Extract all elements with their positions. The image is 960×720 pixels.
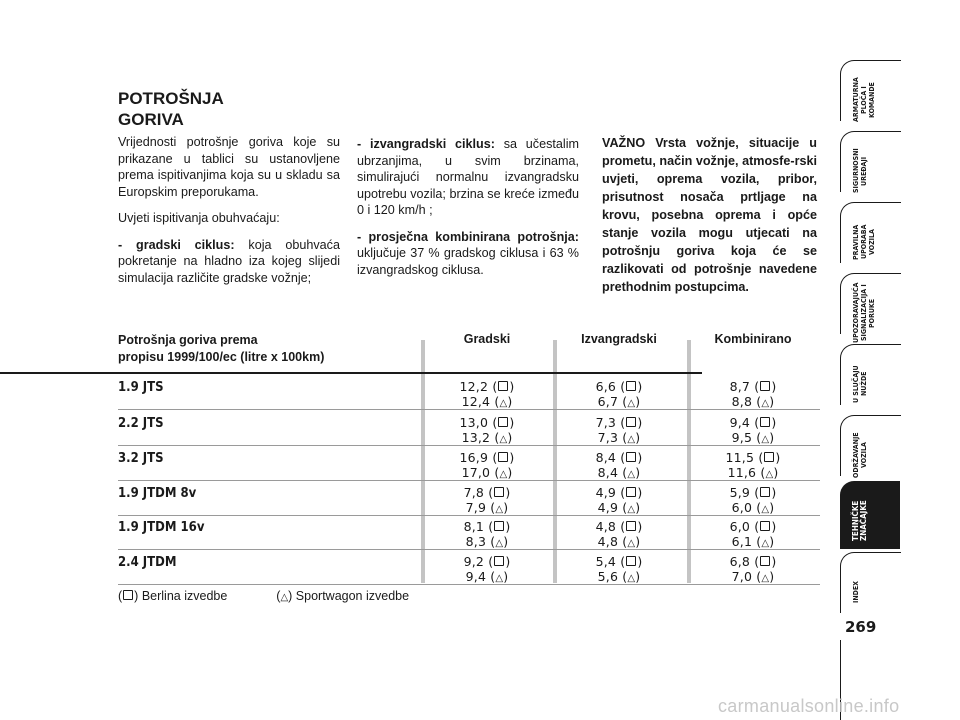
row-divider: [118, 584, 820, 585]
sportwagon-number: 7,3: [597, 430, 619, 445]
chapter-tab-label: INDEX: [852, 581, 860, 604]
sportwagon-number: 9,4: [465, 569, 487, 584]
chapter-tab[interactable]: [840, 415, 906, 483]
value-cell-extra: [559, 554, 679, 586]
triangle-icon: △: [761, 434, 770, 445]
triangle-icon: △: [627, 434, 636, 445]
chapter-tab-label: ARMATURNA PLOČA I KOMANDE: [852, 77, 876, 123]
value-cell-city: [427, 379, 547, 411]
triangle-icon: △: [627, 504, 636, 515]
value-cell-comb: [693, 379, 813, 411]
header-combined: Kombinirano: [714, 332, 792, 346]
chapter-tab[interactable]: [840, 344, 906, 412]
berlina-number: 4,8: [595, 519, 617, 534]
berlina-number: 6,6: [595, 379, 617, 394]
value-cell-comb: [693, 554, 813, 586]
square-icon: [760, 417, 770, 427]
sportwagon-number: 6,7: [597, 394, 619, 409]
legend-sportwagon: Sportwagon izvedbe: [295, 589, 410, 603]
berlina-value: 7,8 ( ): [463, 485, 511, 500]
berlina-value: 11,5 ( ): [725, 450, 781, 465]
table-caption-line1: Potrošnja goriva prema: [118, 333, 258, 347]
sportwagon-value: 4,8 (△): [597, 534, 641, 549]
sportwagon-value: 9,5 (△): [731, 430, 775, 445]
extra-cycle-desc: sa učestalim ubrzanjima, u svim brzinama, simulirajući normalnu izvangradsku upotrebu vozila; brzina se kreće između 0 i 120 km/h ;: [357, 137, 579, 217]
table-row: [118, 551, 820, 585]
row-divider: [118, 445, 820, 446]
engine-label: 2.2 JTS: [118, 416, 164, 431]
sportwagon-value: 6,7 (△): [597, 394, 641, 409]
engine-label: 1.9 JTS: [118, 380, 164, 395]
square-icon: [760, 381, 770, 391]
triangle-icon: △: [495, 504, 504, 515]
combined-desc: uključuje 37 % gradskog ciklusa i 63 % izvangradskog ciklusa.: [357, 246, 579, 277]
triangle-icon: △: [761, 504, 770, 515]
sportwagon-value: 9,4 (△): [465, 569, 509, 584]
square-icon: [760, 556, 770, 566]
berlina-number: 6,0: [729, 519, 751, 534]
berlina-value: 6,0 ( ): [729, 519, 777, 534]
chapter-tab[interactable]: [840, 552, 906, 620]
sportwagon-number: 6,1: [731, 534, 753, 549]
table-caption: [118, 332, 324, 366]
sportwagon-value: 7,9 (△): [465, 500, 509, 515]
square-icon: [760, 521, 770, 531]
chapter-tab[interactable]: [840, 202, 906, 270]
extra-cycle-label: - izvangradski ciklus:: [357, 137, 495, 151]
triangle-icon: △: [627, 398, 636, 409]
value-cell-city: [427, 519, 547, 551]
triangle-icon: △: [627, 538, 636, 549]
cycles-column: [357, 136, 579, 288]
triangle-icon: △: [627, 469, 636, 480]
sportwagon-value: 7,0 (△): [731, 569, 775, 584]
city-cycle-text: [118, 237, 340, 287]
sportwagon-value: 17,0 (△): [461, 465, 513, 480]
engine-label: 1.9 JTDM 16v: [118, 520, 205, 535]
square-icon: [760, 487, 770, 497]
value-cell-comb: [693, 415, 813, 447]
engine-label: 1.9 JTDM 8v: [118, 486, 197, 501]
chapter-tab[interactable]: [840, 131, 906, 199]
berlina-value: 4,8 ( ): [595, 519, 643, 534]
berlina-value: 4,9 ( ): [595, 485, 643, 500]
legend: ( ) Berlina izvedbe (△) Sportwagon izvedbe: [118, 589, 410, 603]
important-note: VAŽNO Vrsta vožnje, situacije u prometu, način vožnje, atmosfe-rski uvjeti, oprema vozila, pribor, prisutnost nosača prtljage na krovu, posebna oprema i opće stanje vozila mogu utjecati na potrošnju goriva koja će se razlikovati od potrošnje navedene prethodnim postupcima.: [602, 136, 817, 294]
sportwagon-value: 12,4 (△): [461, 394, 513, 409]
square-icon: [494, 521, 504, 531]
row-divider: [118, 549, 820, 550]
triangle-icon: △: [495, 538, 504, 549]
berlina-value: 13,0 ( ): [459, 415, 515, 430]
combined-label: - prosječna kombinirana potrošnja:: [357, 229, 579, 244]
sportwagon-value: 6,0 (△): [731, 500, 775, 515]
intro-text: Vrijednosti potrošnje goriva koje su prikazane u tablici su ustanovljene prema ispitivanjima koja su u skladu sa Europskim preporukama.: [118, 135, 340, 199]
berlina-number: 16,9: [459, 450, 489, 465]
chapter-tab-label: U SLUČAJU NUŽDE: [852, 365, 868, 403]
chapter-sidebar: [840, 0, 960, 720]
chapter-tab-label: SIGURNOSNI UREĐAJI: [852, 148, 868, 194]
berlina-value: 6,6 ( ): [595, 379, 643, 394]
triangle-icon: △: [761, 398, 770, 409]
sportwagon-value: 7,3 (△): [597, 430, 641, 445]
sportwagon-number: 11,6: [727, 465, 757, 480]
berlina-value: 8,1 ( ): [463, 519, 511, 534]
sportwagon-number: 7,9: [465, 500, 487, 515]
table-row: [118, 412, 820, 446]
chapter-tab[interactable]: [840, 60, 906, 128]
triangle-icon: △: [495, 573, 504, 584]
berlina-value: 6,8 ( ): [729, 554, 777, 569]
section-title: POTROŠNJA GORIVA: [118, 89, 224, 129]
watermark: carmanualsonline.info: [718, 696, 900, 716]
square-icon: [626, 521, 636, 531]
square-icon: [626, 452, 636, 462]
square-icon: [626, 417, 636, 427]
square-icon: [626, 556, 636, 566]
triangle-icon: △: [280, 592, 289, 603]
table-top-rule: [0, 372, 702, 374]
legend-berlina: Berlina izvedbe: [141, 589, 228, 603]
chapter-tab[interactable]: [840, 481, 906, 549]
header-city: Gradski: [463, 332, 511, 346]
sportwagon-number: 13,2: [461, 430, 491, 445]
value-cell-comb: [693, 450, 813, 482]
square-icon: [764, 452, 774, 462]
sportwagon-value: 13,2 (△): [461, 430, 513, 445]
triangle-icon: △: [499, 398, 508, 409]
sportwagon-number: 9,5: [731, 430, 753, 445]
square-icon: [498, 452, 508, 462]
sportwagon-value: 11,6 (△): [727, 465, 779, 480]
sportwagon-number: 8,8: [731, 394, 753, 409]
value-cell-city: [427, 450, 547, 482]
row-divider: [118, 409, 820, 410]
table-row: [118, 482, 820, 516]
berlina-value: 8,7 ( ): [729, 379, 777, 394]
combined-text: [357, 229, 579, 279]
berlina-value: 7,3 ( ): [595, 415, 643, 430]
berlina-number: 9,4: [729, 415, 751, 430]
sportwagon-number: 4,9: [597, 500, 619, 515]
sportwagon-value: 6,1 (△): [731, 534, 775, 549]
value-cell-comb: [693, 485, 813, 517]
value-cell-extra: [559, 450, 679, 482]
chapter-tab-label: ODRŽAVANJE VOZILA: [852, 432, 868, 478]
sportwagon-number: 4,8: [597, 534, 619, 549]
berlina-number: 4,9: [595, 485, 617, 500]
berlina-number: 5,4: [595, 554, 617, 569]
value-cell-extra: [559, 379, 679, 411]
table-row: [118, 447, 820, 481]
triangle-icon: △: [761, 573, 770, 584]
triangle-icon: △: [499, 469, 508, 480]
triangle-icon: △: [765, 469, 774, 480]
value-cell-extra: [559, 519, 679, 551]
value-cell-extra: [559, 415, 679, 447]
value-cell-extra: [559, 485, 679, 517]
intro-column: [118, 134, 340, 296]
berlina-number: 6,8: [729, 554, 751, 569]
value-cell-city: [427, 415, 547, 447]
header-extra: Izvangradski: [581, 332, 657, 346]
berlina-number: 5,9: [729, 485, 751, 500]
berlina-value: 5,4 ( ): [595, 554, 643, 569]
sportwagon-number: 7,0: [731, 569, 753, 584]
sportwagon-number: 17,0: [461, 465, 491, 480]
square-icon: [498, 417, 508, 427]
sportwagon-number: 8,4: [597, 465, 619, 480]
sportwagon-value: 4,9 (△): [597, 500, 641, 515]
page-number: 269: [845, 618, 877, 636]
city-cycle-desc: koja obuhvaća pokretanje na hladno iza kojeg slijedi simulacija različite gradske vožnje;: [118, 237, 340, 285]
berlina-number: 7,3: [595, 415, 617, 430]
table-header: [118, 332, 818, 372]
table-row: [118, 516, 820, 550]
conditions-text: Uvjeti ispitivanja obuhvaćaju:: [118, 211, 280, 225]
berlina-value: 8,4 ( ): [595, 450, 643, 465]
berlina-value: 9,2 ( ): [463, 554, 511, 569]
engine-label: 2.4 JTDM: [118, 555, 177, 570]
triangle-icon: △: [499, 434, 508, 445]
consumption-table: [118, 332, 818, 372]
berlina-value: 9,4 ( ): [729, 415, 777, 430]
chapter-tab[interactable]: [840, 273, 906, 341]
triangle-icon: △: [761, 538, 770, 549]
chapter-tab-label: TEHNIČKE ZNAČAJKE: [851, 500, 868, 542]
square-icon: [123, 590, 133, 600]
sportwagon-value: 5,6 (△): [597, 569, 641, 584]
berlina-number: 13,0: [459, 415, 489, 430]
sportwagon-value: 8,3 (△): [465, 534, 509, 549]
berlina-number: 8,7: [729, 379, 751, 394]
berlina-number: 11,5: [725, 450, 755, 465]
value-cell-comb: [693, 519, 813, 551]
city-cycle-label: - gradski ciklus:: [118, 237, 235, 252]
berlina-number: 12,2: [459, 379, 489, 394]
table-caption-line2: propisu 1999/100/ec (litre x 100km): [118, 350, 325, 364]
sportwagon-value: 8,4 (△): [597, 465, 641, 480]
row-divider: [118, 480, 820, 481]
sportwagon-number: 5,6: [597, 569, 619, 584]
chapter-tab-label: UPOZORAVAJUĆA SIGNALIZACIJA I PORUKE: [852, 282, 876, 343]
sportwagon-number: 12,4: [461, 394, 491, 409]
chapter-tab-label: PRAVILNA UPORABA VOZILA: [852, 224, 876, 260]
berlina-value: 16,9 ( ): [459, 450, 515, 465]
sportwagon-value: 8,8 (△): [731, 394, 775, 409]
engine-label: 3.2 JTS: [118, 451, 164, 466]
berlina-number: 8,4: [595, 450, 617, 465]
sportwagon-number: 6,0: [731, 500, 753, 515]
table-row: [118, 376, 820, 410]
berlina-value: 12,2 ( ): [459, 379, 515, 394]
square-icon: [626, 381, 636, 391]
square-icon: [498, 381, 508, 391]
triangle-icon: △: [627, 573, 636, 584]
berlina-number: 8,1: [463, 519, 485, 534]
berlina-value: 5,9 ( ): [729, 485, 777, 500]
square-icon: [626, 487, 636, 497]
sportwagon-number: 8,3: [465, 534, 487, 549]
value-cell-city: [427, 554, 547, 586]
square-icon: [494, 487, 504, 497]
square-icon: [494, 556, 504, 566]
extra-cycle-text: [357, 136, 579, 219]
berlina-number: 7,8: [463, 485, 485, 500]
berlina-number: 9,2: [463, 554, 485, 569]
value-cell-city: [427, 485, 547, 517]
